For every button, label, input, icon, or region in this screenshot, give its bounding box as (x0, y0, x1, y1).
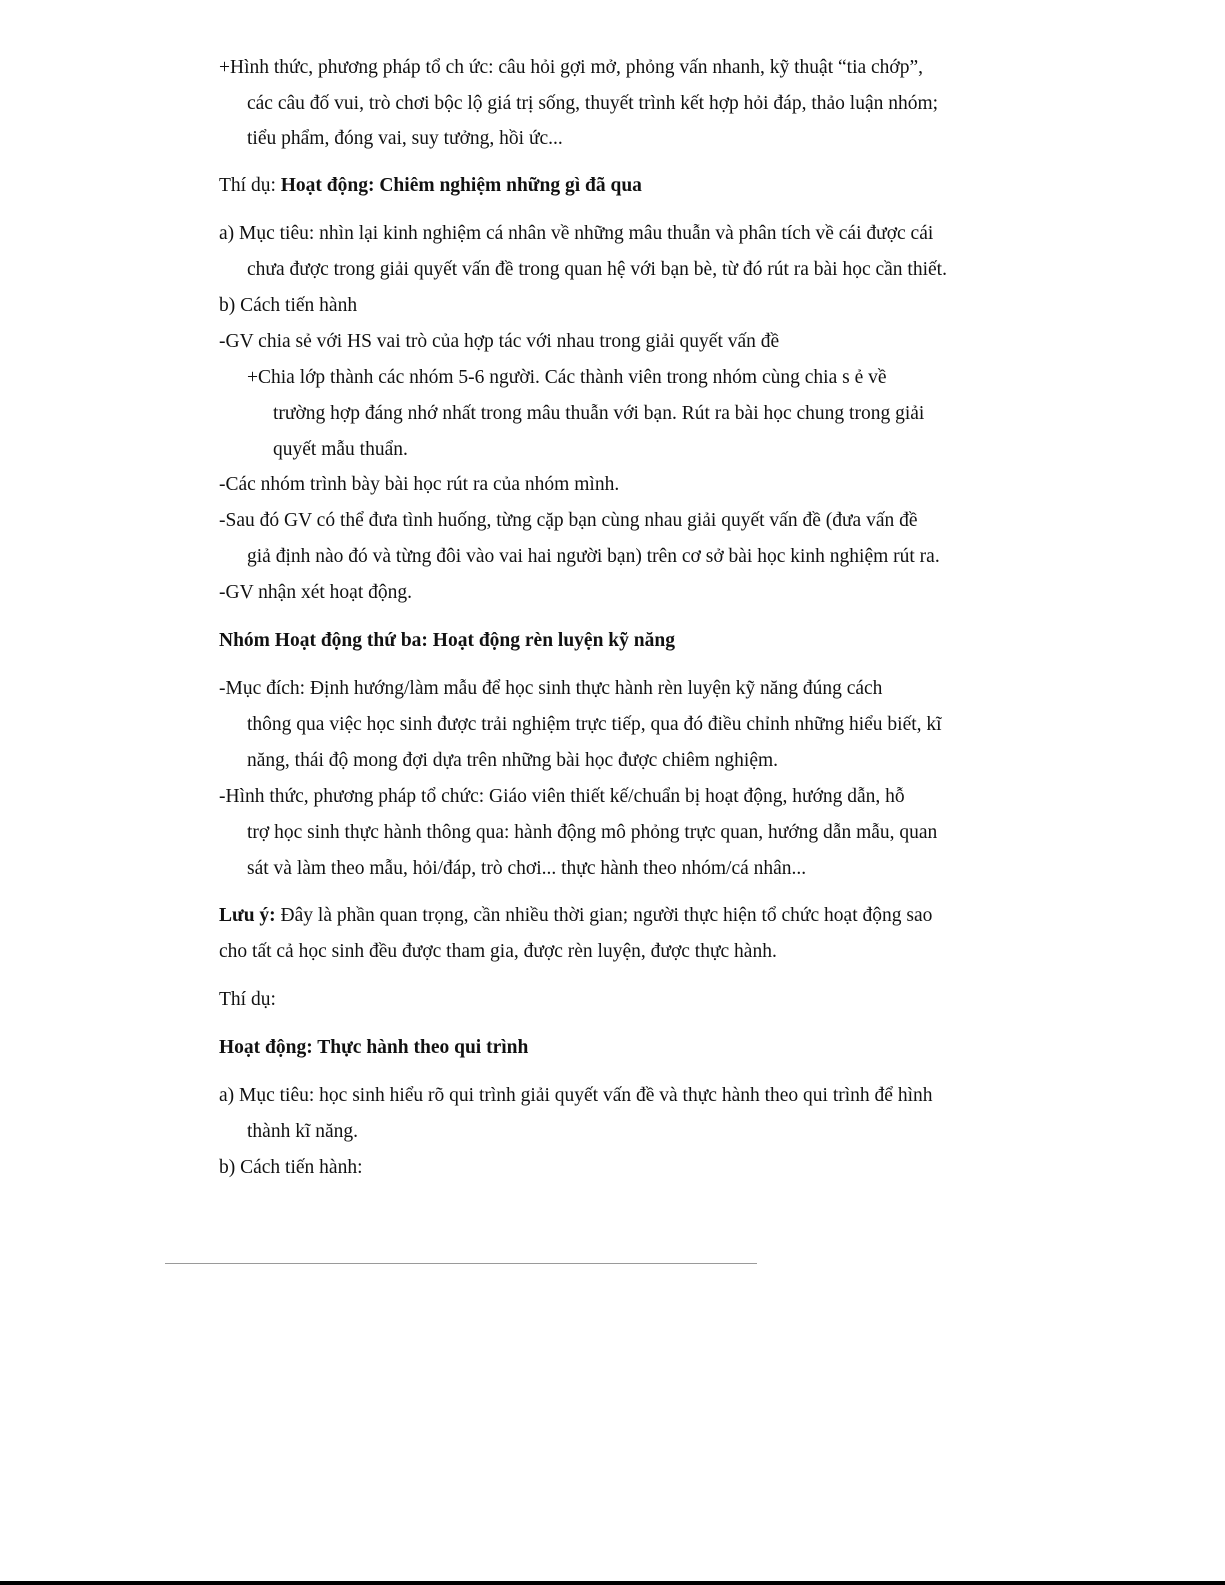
paragraph-line: chưa được trong giải quyết vấn đề trong quan hệ với bạn bè, từ đó rút ra bài học cần thiết. (247, 259, 947, 280)
paragraph-line: -Mục đích: Định hướng/làm mẫu để học sinh thực hành rèn luyện kỹ năng đúng cách (219, 678, 883, 699)
paragraph-line: trường hợp đáng nhớ nhất trong mâu thuẫn với bạn. Rút ra bài học chung trong giải (273, 403, 925, 424)
paragraph-line: -GV nhận xét hoạt động. (219, 582, 412, 603)
paragraph-line: -GV chia sẻ với HS vai trò của hợp tác với nhau trong giải quyết vấn đề (219, 331, 780, 352)
paragraph-line: quyết mẫu thuẩn. (273, 439, 408, 460)
paragraph-line: cho tất cả học sinh đều được tham gia, được rèn luyện, được thực hành. (219, 941, 777, 962)
list-item: b) Cách tiến hành (219, 295, 358, 316)
note-text: Đây là phần quan trọng, cần nhiều thời gian; người thực hiện tổ chức hoạt động sao (275, 905, 933, 926)
paragraph-line: +Hình thức, phương pháp tổ ch ức: câu hỏi gợi mở, phỏng vấn nhanh, kỹ thuật “tia chớp”, (219, 57, 924, 78)
paragraph-line: thành kĩ năng. (247, 1121, 359, 1142)
paragraph-line: -Sau đó GV có thể đưa tình huống, từng cặp bạn cùng nhau giải quyết vấn đề (đưa vấn đề (219, 510, 918, 531)
paragraph-line: các câu đố vui, trò chơi bộc lộ giá trị sống, thuyết trình kết hợp hỏi đáp, thảo luận nhóm; (247, 93, 939, 114)
paragraph-line: +Chia lớp thành các nhóm 5-6 người. Các thành viên trong nhóm cùng chia s ẻ về (247, 367, 887, 388)
activity-title: Hoạt động: Chiêm nghiệm những gì đã qua (280, 175, 642, 196)
example-label: Thí dụ: (219, 175, 281, 196)
paragraph-line: năng, thái độ mong đợi dựa trên những bài học được chiêm nghiệm. (247, 750, 779, 771)
list-item: b) Cách tiến hành: (219, 1157, 363, 1178)
example-heading (219, 168, 642, 204)
footnote-separator (165, 1263, 757, 1264)
page-bottom-border (0, 1581, 1225, 1585)
list-item: a) Mục tiêu: nhìn lại kinh nghiệm cá nhân về những mâu thuẫn và phân tích về cái được cái (219, 223, 934, 244)
section-heading: Nhóm Hoạt động thứ ba: Hoạt động rèn luyện kỹ năng (219, 630, 675, 651)
example-label: Thí dụ: (219, 989, 276, 1010)
activity-title: Hoạt động: Thực hành theo qui trình (219, 1037, 529, 1058)
paragraph-line: sát và làm theo mẫu, hỏi/đáp, trò chơi... thực hành theo nhóm/cá nhân... (247, 858, 807, 879)
paragraph-line: -Các nhóm trình bày bài học rút ra của nhóm mình. (219, 474, 620, 495)
note-line (219, 898, 932, 934)
paragraph-line: giả định nào đó và từng đôi vào vai hai người bạn) trên cơ sở bài học kinh nghiệm rút ra. (247, 546, 940, 567)
paragraph-line: trợ học sinh thực hành thông qua: hành động mô phỏng trực quan, hướng dẫn mẫu, quan (247, 822, 938, 843)
paragraph-line: tiểu phẩm, đóng vai, suy tưởng, hồi ức... (247, 128, 563, 149)
note-label: Lưu ý: (219, 905, 276, 926)
list-item: a) Mục tiêu: học sinh hiểu rõ qui trình giải quyết vấn đề và thực hành theo qui trình để hình (219, 1085, 933, 1106)
paragraph-line: thông qua việc học sinh được trải nghiệm trực tiếp, qua đó điều chỉnh những hiểu biết, kĩ (247, 714, 942, 735)
paragraph-line: -Hình thức, phương pháp tổ chức: Giáo viên thiết kế/chuẩn bị hoạt động, hướng dẫn, hỗ (219, 786, 905, 807)
